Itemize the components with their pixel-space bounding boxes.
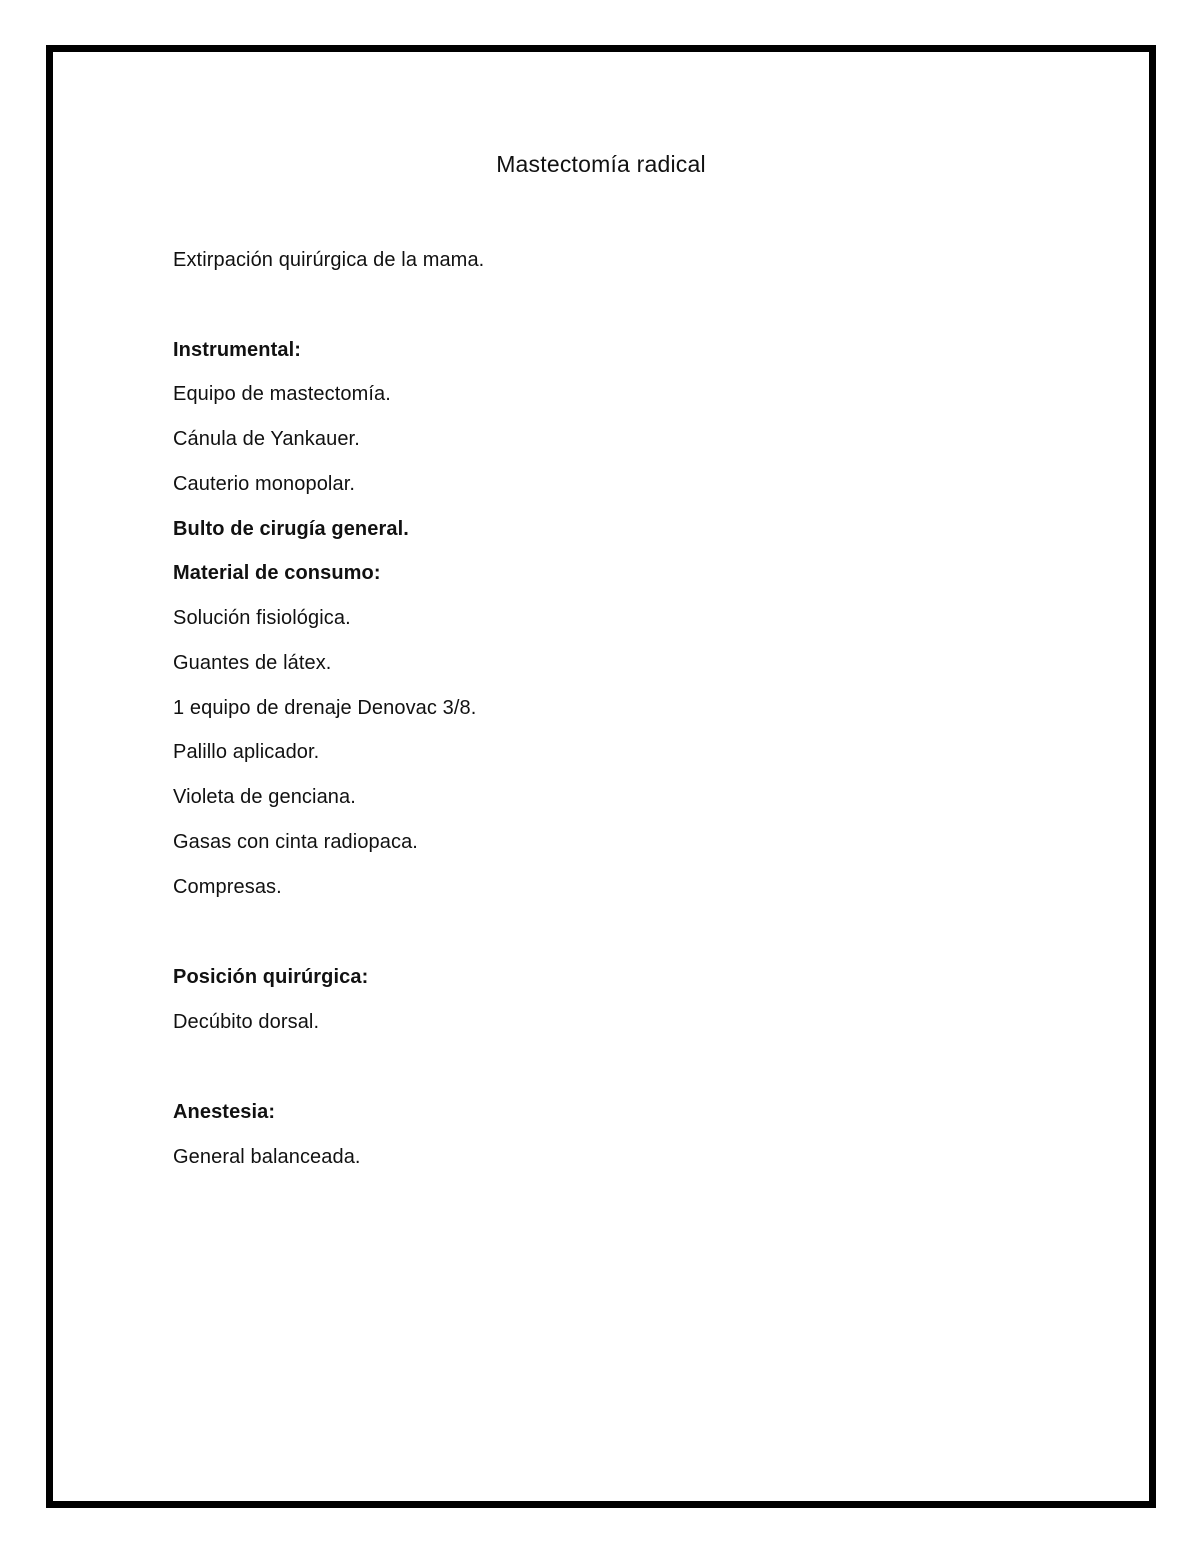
material-item: Solución fisiológica.: [173, 607, 351, 629]
material-item: Gasas con cinta radiopaca.: [173, 831, 418, 853]
bulto-heading: Bulto de cirugía general.: [173, 518, 409, 540]
page-frame: [46, 45, 1156, 1508]
material-item: 1 equipo de drenaje Denovac 3/8.: [173, 697, 477, 719]
material-item: Compresas.: [173, 876, 282, 898]
instrumental-heading: Instrumental:: [173, 339, 301, 361]
instrumental-item: Cauterio monopolar.: [173, 473, 356, 495]
material-heading: Material de consumo:: [173, 562, 381, 584]
instrumental-item: Equipo de mastectomía.: [173, 383, 391, 405]
anestesia-value: General balanceada.: [173, 1146, 361, 1168]
material-item: Guantes de látex.: [173, 652, 332, 674]
material-item: Palillo aplicador.: [173, 741, 320, 763]
anestesia-heading: Anestesia:: [173, 1101, 276, 1123]
document-title: Mastectomía radical: [496, 151, 706, 177]
posicion-value: Decúbito dorsal.: [173, 1011, 320, 1033]
instrumental-item: Cánula de Yankauer.: [173, 428, 360, 450]
posicion-heading: Posición quirúrgica:: [173, 966, 369, 988]
description-text: Extirpación quirúrgica de la mama.: [173, 249, 485, 271]
material-item: Violeta de genciana.: [173, 786, 356, 808]
